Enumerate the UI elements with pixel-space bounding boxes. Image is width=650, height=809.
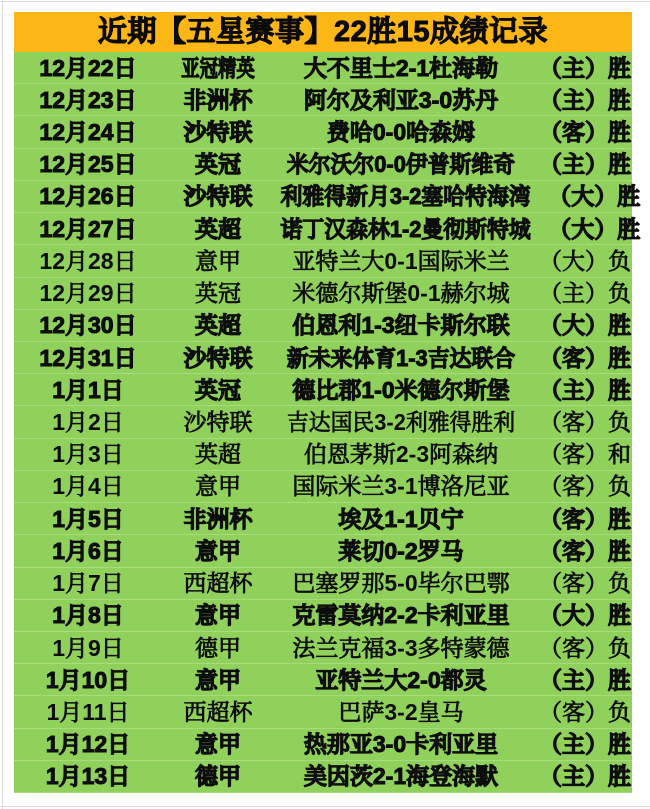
match-venue-result: （主）胜 — [539, 86, 631, 113]
match-venue-result: （主）胜 — [539, 763, 631, 790]
match-league: 意甲 — [195, 731, 241, 758]
match-date: 12月26日 — [39, 183, 137, 210]
match-venue-result: （客）负 — [539, 698, 631, 725]
table-row — [14, 439, 632, 471]
match-league: 亚冠精英 — [181, 54, 255, 81]
match-venue-result: （主）胜 — [539, 731, 631, 758]
match-venue-result: （大）胜 — [539, 602, 631, 629]
table-row — [14, 84, 632, 116]
match-date: 12月31日 — [39, 344, 137, 371]
match-score: 巴塞罗那5-0毕尔巴鄂 — [292, 570, 510, 597]
table-row — [14, 245, 632, 277]
match-date: 1月4日 — [52, 473, 124, 500]
match-score: 国际米兰3-1博洛尼亚 — [292, 473, 510, 500]
match-venue-result: （大）胜 — [539, 312, 631, 339]
match-score: 埃及1-1贝宁 — [338, 505, 464, 532]
record-board — [14, 12, 641, 793]
match-venue-result: （主）负 — [539, 280, 631, 307]
left-edge-line — [2, 0, 3, 809]
match-venue-result: （大）胜 — [548, 215, 641, 242]
match-league: 西超杯 — [183, 570, 253, 597]
match-league: 德甲 — [195, 634, 241, 661]
table-row — [14, 406, 632, 438]
match-date: 12月25日 — [39, 151, 137, 178]
match-league: 沙特联 — [183, 119, 253, 146]
match-date: 1月8日 — [52, 602, 124, 629]
match-score: 热那亚3-0卡利亚里 — [303, 731, 499, 758]
match-date: 12月30日 — [39, 312, 137, 339]
match-league: 意甲 — [195, 247, 241, 274]
match-venue-result: （客）负 — [539, 634, 631, 661]
match-league: 德甲 — [195, 763, 241, 790]
table-row — [14, 471, 632, 503]
match-date: 1月7日 — [52, 570, 124, 597]
table-row — [14, 52, 632, 84]
match-league: 意甲 — [195, 666, 241, 693]
top-edge-line — [0, 1, 650, 2]
match-date: 1月1日 — [52, 376, 124, 403]
match-venue-result: （客）胜 — [539, 537, 631, 564]
match-score: 利雅得新月3-2塞哈特海湾 — [280, 183, 531, 210]
bottom-edge-line — [0, 806, 650, 807]
match-score: 米尔沃尔0-0伊普斯维奇 — [286, 151, 516, 178]
match-league: 意甲 — [195, 473, 241, 500]
match-league: 意甲 — [195, 537, 241, 564]
match-score: 费哈0-0哈森姆 — [326, 119, 476, 146]
match-league: 英超 — [195, 215, 241, 242]
match-date: 1月3日 — [52, 441, 124, 468]
match-league: 沙特联 — [183, 409, 253, 436]
match-score: 米德尔斯堡0-1赫尔城 — [292, 280, 510, 307]
match-score: 伯恩茅斯2-3阿森纳 — [303, 441, 499, 468]
match-league: 英冠 — [195, 151, 241, 178]
match-date: 1月13日 — [45, 763, 131, 790]
table-row — [14, 664, 632, 696]
match-score: 德比郡1-0米德尔斯堡 — [292, 376, 510, 403]
match-score: 大不里士2-1杜海勒 — [303, 54, 499, 81]
match-date: 1月6日 — [52, 537, 124, 564]
match-score: 亚特兰大0-1国际米兰 — [292, 247, 510, 274]
match-venue-result: （客）和 — [539, 441, 631, 468]
table-row — [14, 116, 632, 148]
match-score: 亚特兰大2-0都灵 — [315, 666, 487, 693]
table-row — [14, 600, 632, 632]
page-title: 近期【五星赛事】22胜15成绩记录 — [14, 12, 632, 52]
match-score: 阿尔及利亚3-0苏丹 — [303, 86, 499, 113]
match-league: 英超 — [195, 441, 241, 468]
match-date: 12月29日 — [39, 280, 137, 307]
match-score: 诺丁汉森林1-2曼彻斯特城 — [280, 215, 531, 242]
match-date: 1月9日 — [52, 634, 124, 661]
match-league: 意甲 — [195, 602, 241, 629]
match-score: 法兰克福3-3多特蒙德 — [292, 634, 510, 661]
table-row — [14, 568, 632, 600]
match-date: 12月28日 — [39, 247, 137, 274]
match-date: 12月22日 — [39, 54, 137, 81]
match-league: 英冠 — [195, 280, 241, 307]
match-league: 英冠 — [195, 376, 241, 403]
table-row — [14, 310, 632, 342]
match-venue-result: （客）负 — [539, 473, 631, 500]
match-league: 沙特联 — [183, 344, 253, 371]
match-score: 新未来体育1-3吉达联合 — [286, 344, 516, 371]
match-score: 莱切0-2罗马 — [338, 537, 464, 564]
match-venue-result: （主）胜 — [539, 151, 631, 178]
match-date: 1月12日 — [45, 731, 131, 758]
match-score: 克雷莫纳2-2卡利亚里 — [292, 602, 510, 629]
match-date: 1月5日 — [52, 505, 124, 532]
match-date: 1月10日 — [45, 666, 131, 693]
match-venue-result: （主）胜 — [539, 376, 631, 403]
table-row — [14, 374, 632, 406]
match-date: 12月23日 — [39, 86, 137, 113]
match-league: 非洲杯 — [183, 505, 253, 532]
match-table — [14, 52, 641, 793]
table-row — [14, 213, 641, 245]
table-row — [14, 278, 632, 310]
table-row — [14, 761, 632, 793]
match-league: 沙特联 — [183, 183, 253, 210]
match-venue-result: （客）胜 — [539, 344, 631, 371]
match-venue-result: （客）胜 — [539, 119, 631, 146]
match-date: 12月24日 — [39, 119, 137, 146]
match-venue-result: （大）胜 — [548, 183, 641, 210]
table-row — [14, 729, 632, 761]
table-row — [14, 181, 641, 213]
match-league: 英超 — [195, 312, 241, 339]
table-row — [14, 696, 632, 728]
match-venue-result: （客）负 — [539, 570, 631, 597]
table-row — [14, 149, 632, 181]
match-league: 西超杯 — [183, 698, 253, 725]
table-row — [14, 535, 632, 567]
match-venue-result: （主）胜 — [539, 54, 631, 81]
match-date: 1月11日 — [46, 698, 130, 725]
table-row — [14, 632, 632, 664]
table-row — [14, 503, 632, 535]
match-league: 非洲杯 — [183, 86, 253, 113]
match-venue-result: （主）胜 — [539, 666, 631, 693]
match-venue-result: （客）胜 — [539, 505, 631, 532]
match-score: 美因茨2-1海登海默 — [303, 763, 499, 790]
match-date: 12月27日 — [39, 215, 137, 242]
match-venue-result: （大）负 — [539, 247, 631, 274]
table-row — [14, 342, 632, 374]
match-score: 伯恩利1-3纽卡斯尔联 — [292, 312, 510, 339]
match-venue-result: （客）负 — [539, 409, 631, 436]
match-score: 巴萨3-2皇马 — [338, 698, 464, 725]
match-date: 1月2日 — [52, 409, 124, 436]
match-score: 吉达国民3-2利雅得胜利 — [286, 409, 516, 436]
